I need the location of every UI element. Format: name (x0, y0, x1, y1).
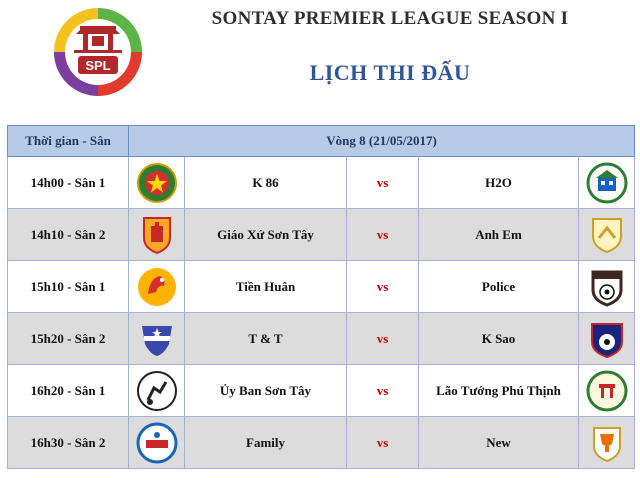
home-team: Giáo Xứ Sơn Tây (185, 209, 347, 261)
h2o-crest-icon (586, 162, 628, 204)
home-team: Family (185, 417, 347, 469)
away-team: K Sao (419, 313, 579, 365)
k-sao-crest-icon (586, 318, 628, 360)
lao-tuong-crest-icon (586, 370, 628, 412)
away-logo-cell (579, 261, 635, 313)
away-team: New (419, 417, 579, 469)
vs-label: vs (347, 313, 419, 365)
home-logo-cell (129, 365, 185, 417)
police-crest-icon (586, 266, 628, 308)
table-header-row (8, 126, 635, 157)
home-team: K 86 (185, 157, 347, 209)
table-row (8, 209, 635, 261)
new-crest-icon (586, 422, 628, 464)
tien-huan-crest-icon (136, 266, 178, 308)
uy-ban-crest-icon (136, 370, 178, 412)
anh-em-crest-icon (586, 214, 628, 256)
table-row (8, 365, 635, 417)
vs-label: vs (347, 417, 419, 469)
away-team: Anh Em (419, 209, 579, 261)
match-time: 16h20 - Sân 1 (8, 365, 129, 417)
giao-xu-crest-icon (136, 214, 178, 256)
home-logo-cell (129, 209, 185, 261)
table-row (8, 417, 635, 469)
home-team: T & T (185, 313, 347, 365)
match-time: 16h30 - Sân 2 (8, 417, 129, 469)
league-title: SONTAY PREMIER LEAGUE SEASON I (211, 8, 569, 29)
away-team: Police (419, 261, 579, 313)
tt-crest-icon (136, 318, 178, 360)
home-logo-cell (129, 157, 185, 209)
vs-label: vs (347, 365, 419, 417)
away-logo-cell (579, 157, 635, 209)
spl-logo (52, 6, 144, 98)
match-time: 14h10 - Sân 2 (8, 209, 129, 261)
match-time: 15h20 - Sân 2 (8, 313, 129, 365)
match-time: 15h10 - Sân 1 (8, 261, 129, 313)
home-logo-cell (129, 261, 185, 313)
header-round: Vòng 8 (21/05/2017) (129, 126, 635, 157)
vs-label: vs (347, 261, 419, 313)
table-row (8, 313, 635, 365)
home-team: Ủy Ban Sơn Tây (185, 365, 347, 417)
schedule-table (7, 125, 635, 469)
match-time: 14h00 - Sân 1 (8, 157, 129, 209)
away-logo-cell (579, 417, 635, 469)
family-crest-icon (136, 422, 178, 464)
away-logo-cell (579, 313, 635, 365)
away-logo-cell (579, 209, 635, 261)
k86-crest-icon (136, 162, 178, 204)
logo-text: SPL (85, 58, 111, 73)
home-logo-cell (129, 417, 185, 469)
home-team: Tiền Huân (185, 261, 347, 313)
table-row (8, 261, 635, 313)
table-row (8, 157, 635, 209)
home-logo-cell (129, 313, 185, 365)
away-logo-cell (579, 365, 635, 417)
away-team: H2O (419, 157, 579, 209)
vs-label: vs (347, 209, 419, 261)
away-team: Lão Tướng Phú Thịnh (419, 365, 579, 417)
vs-label: vs (347, 157, 419, 209)
schedule-title: LỊCH THI ĐẤU (309, 60, 471, 85)
header-time: Thời gian - Sân (8, 126, 129, 157)
